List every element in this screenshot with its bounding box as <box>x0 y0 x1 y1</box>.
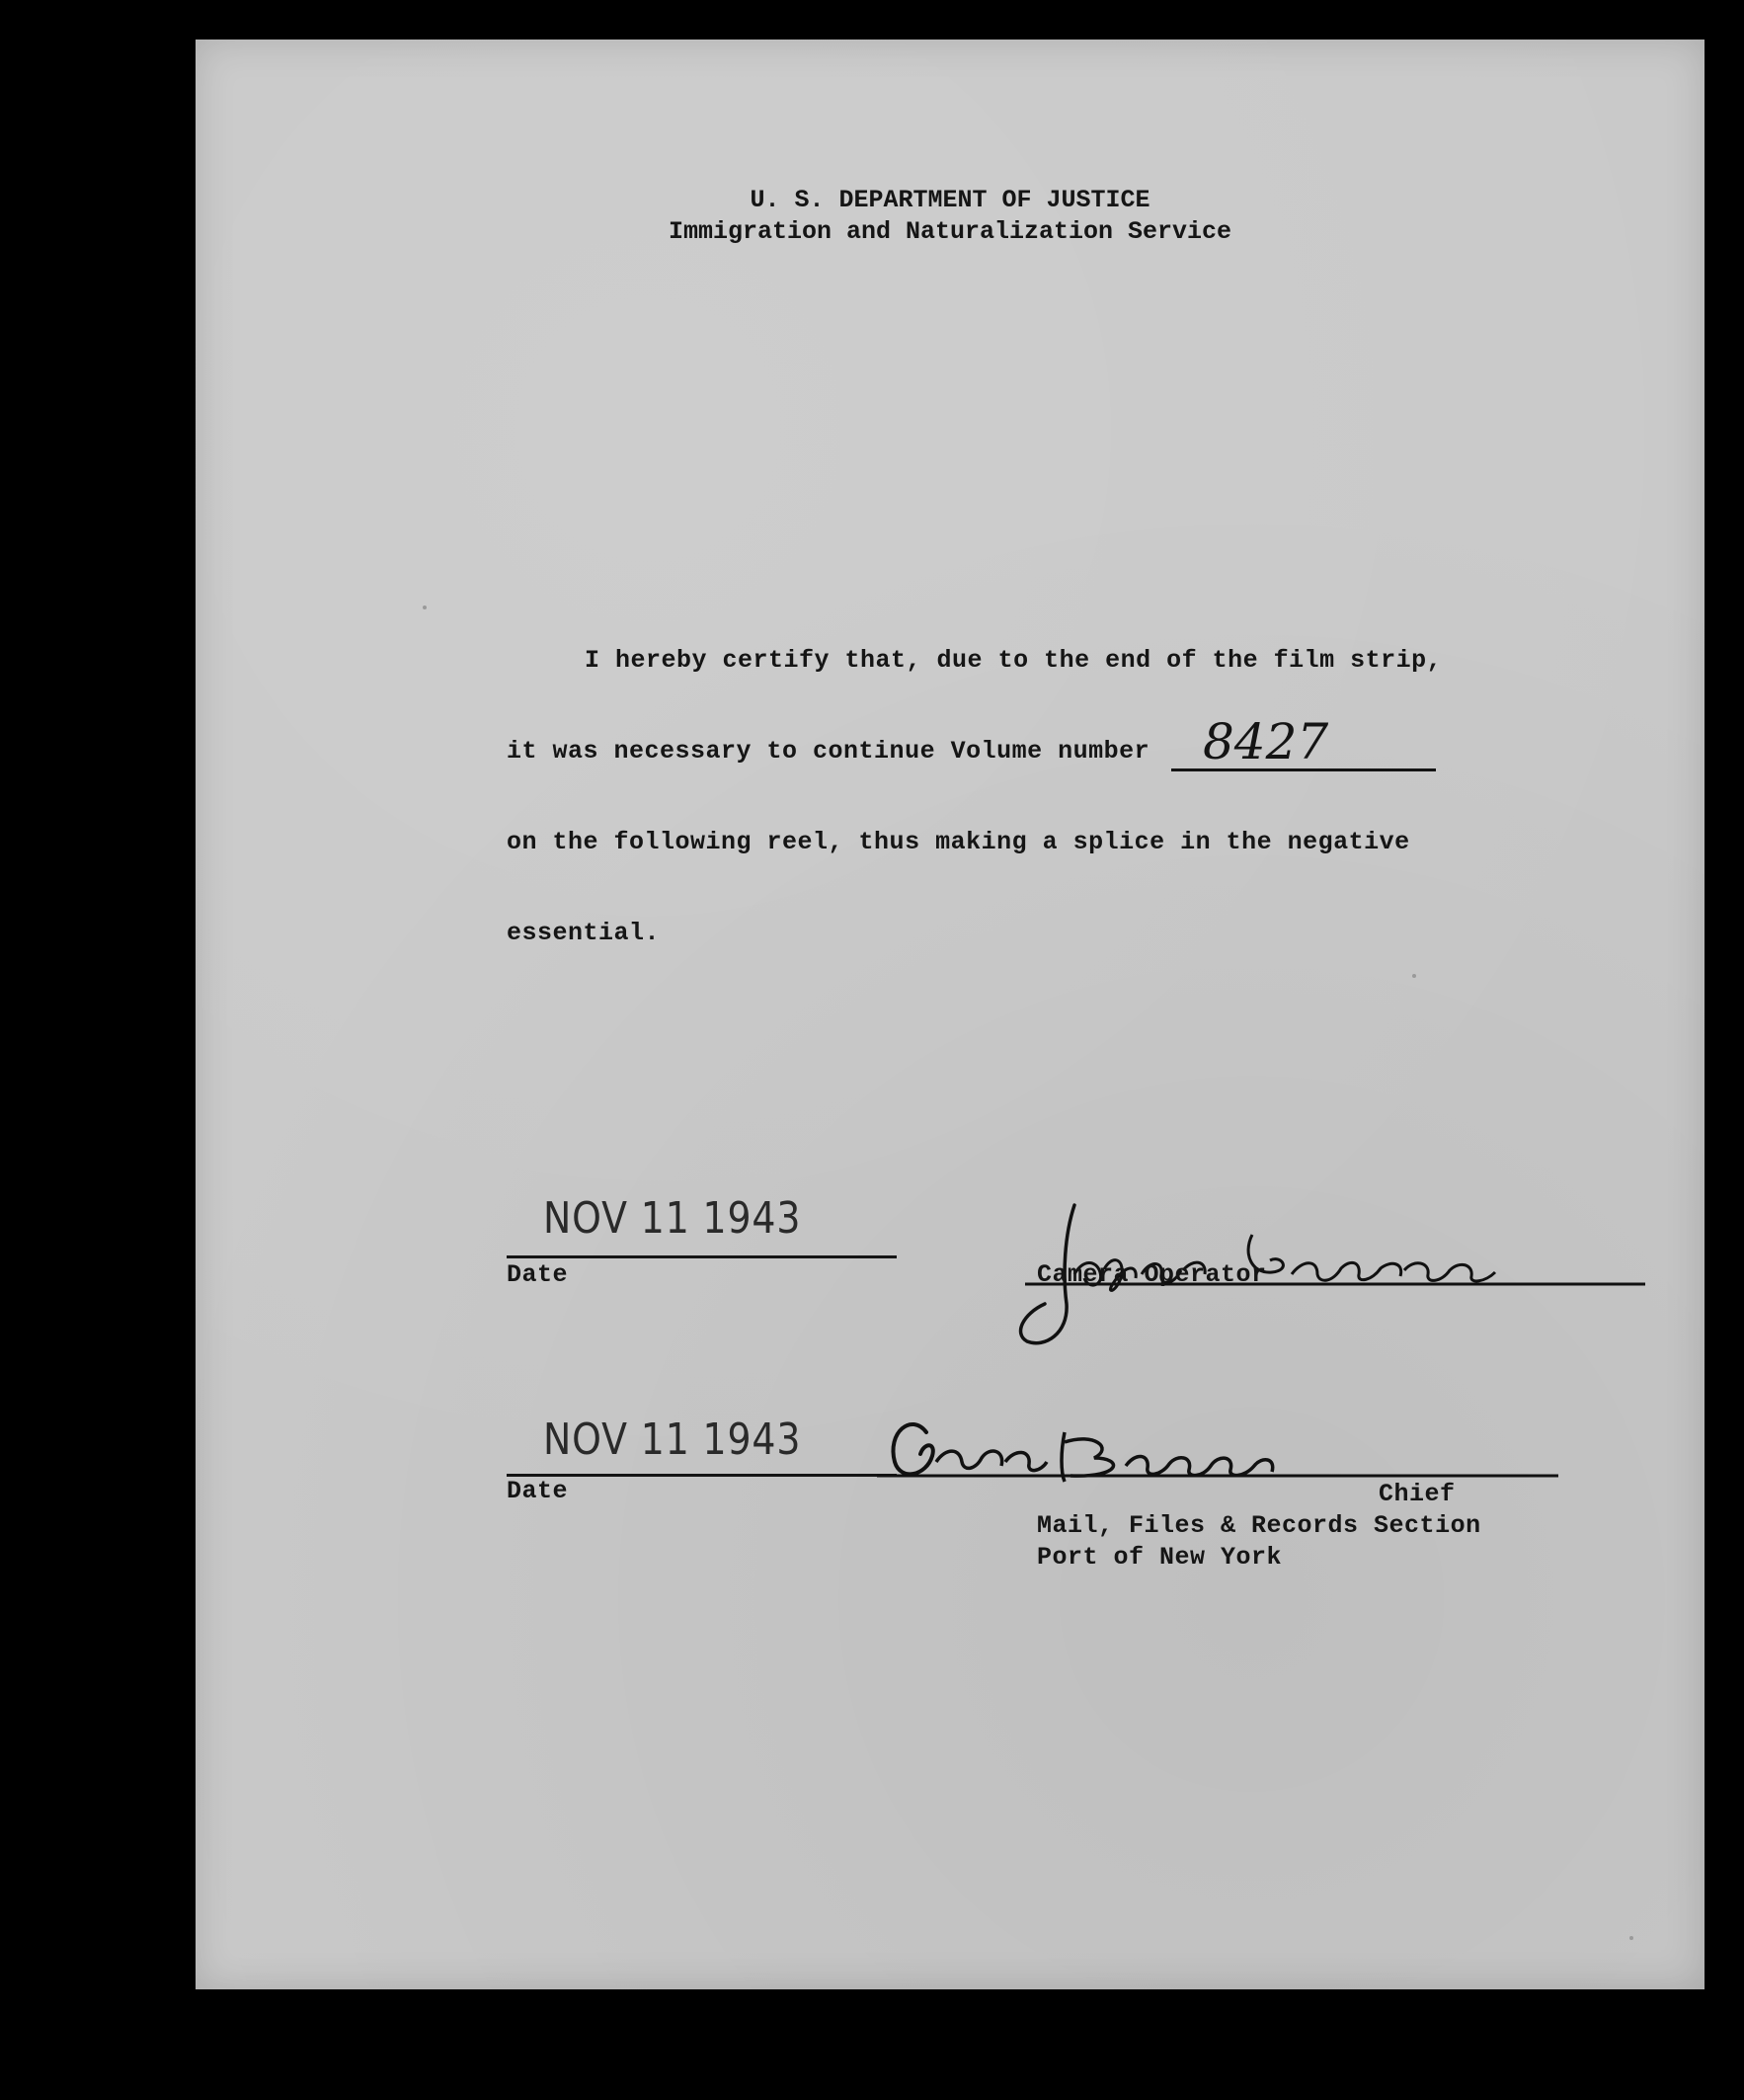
certification-line-3: on the following reel, thus making a splice in the negative <box>507 828 1410 856</box>
signature-chief <box>867 1393 1578 1501</box>
date-label-2: Date <box>507 1477 569 1505</box>
agency-division: Immigration and Naturalization Service <box>668 217 1232 246</box>
date-stamp-2: NOV 11 1943 <box>543 1414 802 1465</box>
certification-line-4: essential. <box>507 919 661 947</box>
paper-speck <box>1412 974 1416 978</box>
date-line-1 <box>507 1255 897 1258</box>
title-section: Mail, Files & Records Section <box>1037 1511 1481 1540</box>
title-camera-operator: Camera Operator <box>1037 1260 1267 1289</box>
title-chief: Chief <box>1379 1480 1456 1508</box>
certification-line-2: it was necessary to continue Volume number <box>507 737 1150 766</box>
date-label-1: Date <box>507 1260 569 1289</box>
document-paper <box>196 40 1704 1989</box>
volume-number: 8427 <box>1203 713 1329 770</box>
agency-name: U. S. DEPARTMENT OF JUSTICE <box>750 186 1150 214</box>
title-port: Port of New York <box>1037 1543 1283 1572</box>
date-stamp-1: NOV 11 1943 <box>543 1193 802 1244</box>
paper-speck <box>423 606 427 609</box>
paper-speck <box>1629 1936 1633 1940</box>
certification-line-1: I hereby certify that, due to the end of the film strip, <box>585 646 1443 675</box>
